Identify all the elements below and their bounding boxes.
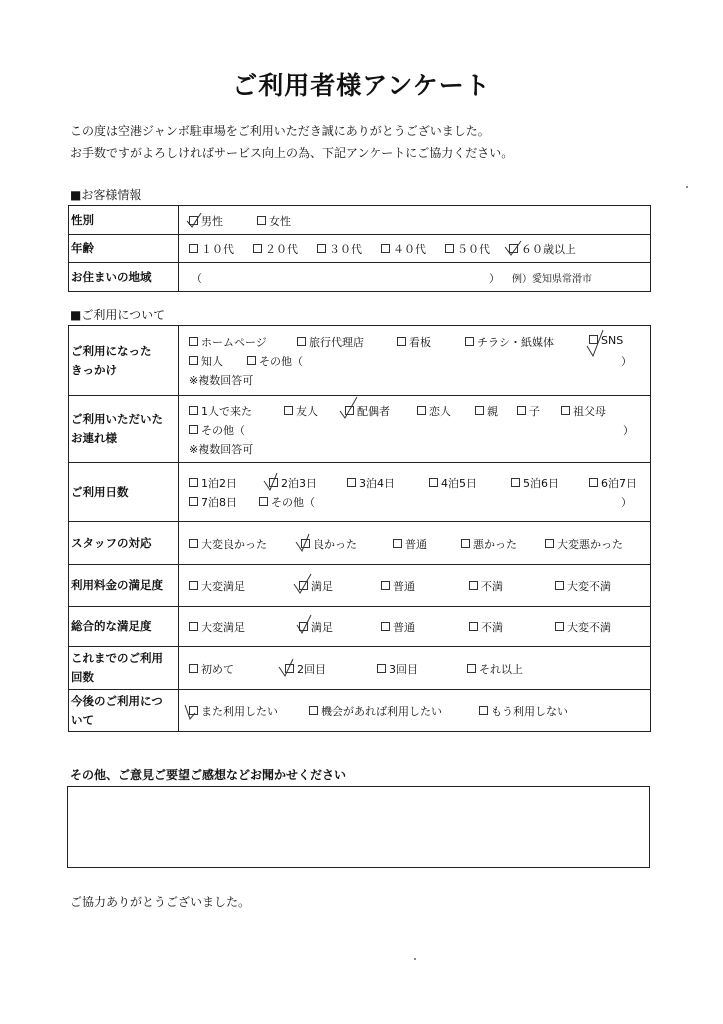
age-row	[69, 235, 651, 263]
address-close-paren: ）	[489, 271, 500, 285]
customer-info-table	[68, 205, 651, 292]
trigger-label: ご利用になった きっかけ	[69, 326, 179, 396]
days-label: ご利用日数	[69, 463, 179, 522]
address-open-paren: （	[191, 271, 202, 285]
checkbox[interactable]	[285, 664, 294, 673]
days-option-2n3d[interactable]: 2泊3日	[269, 475, 317, 491]
age-label: 年齢	[69, 235, 179, 263]
trigger-other-close-paren: ）	[621, 355, 632, 368]
intro-line-2: お手数ですがよろしければサービス向上の為、下記アンケートにご協力ください。	[70, 146, 514, 160]
days-option-7n8d[interactable]: 7泊8日	[189, 494, 237, 510]
age-option-10s[interactable]: １０代	[189, 241, 234, 257]
checkbox[interactable]	[189, 337, 198, 346]
checkbox[interactable]	[465, 337, 474, 346]
price-option-very-dissatisfied[interactable]: 大変不満	[555, 578, 611, 594]
checkbox[interactable]	[475, 406, 484, 415]
companion-label: ご利用いただいた お連れ様	[69, 396, 179, 463]
checkbox[interactable]	[257, 216, 266, 225]
checkbox[interactable]	[269, 478, 278, 487]
days-option-other[interactable]: その他（	[259, 494, 315, 510]
checkbox[interactable]	[397, 337, 406, 346]
page-title: ご利用者様アンケート	[232, 71, 491, 100]
future-label: 今後のご利用につ いて	[69, 690, 179, 732]
checkbox[interactable]	[317, 244, 326, 253]
checkbox[interactable]	[189, 622, 198, 631]
checkbox[interactable]	[189, 244, 198, 253]
checkbox[interactable]	[461, 539, 470, 548]
price-option-average[interactable]: 普通	[381, 578, 415, 594]
staff-option-very-bad[interactable]: 大変悪かった	[545, 536, 623, 552]
checkbox[interactable]	[381, 581, 390, 590]
overall-option-dissatisfied[interactable]: 不満	[469, 619, 503, 635]
checkbox[interactable]	[345, 406, 354, 415]
future-option-if-chance[interactable]: 機会があれば利用したい	[309, 703, 442, 719]
future-option-never[interactable]: もう利用しない	[479, 703, 568, 719]
checkbox[interactable]	[189, 664, 198, 673]
price-label: 利用料金の満足度	[69, 565, 179, 607]
overall-option-average[interactable]: 普通	[381, 619, 415, 635]
usage-section-heading: ■ご利用について	[70, 308, 166, 322]
customer-section-heading: ■お客様情報	[70, 188, 142, 202]
gender-option-female[interactable]: 女性	[257, 213, 291, 229]
future-option-again[interactable]: また利用したい	[189, 703, 278, 719]
checkbox[interactable]	[545, 539, 554, 548]
staff-option-good[interactable]: 良かった	[301, 536, 357, 552]
trigger-row	[69, 326, 651, 396]
checkbox[interactable]	[189, 425, 198, 434]
visits-option-more[interactable]: それ以上	[467, 661, 523, 677]
checkbox[interactable]	[189, 581, 198, 590]
checkbox[interactable]	[429, 478, 438, 487]
age-option-20s[interactable]: ２０代	[253, 241, 298, 257]
future-row	[69, 690, 651, 732]
companion-option-grandparent[interactable]: 祖父母	[561, 403, 606, 419]
price-option-dissatisfied[interactable]: 不満	[469, 578, 503, 594]
companion-note: ※複数回答可	[189, 442, 254, 456]
overall-label: 総合的な満足度	[69, 607, 179, 647]
checkbox[interactable]	[509, 244, 518, 253]
checkbox[interactable]	[479, 706, 488, 715]
address-label: お住まいの地域	[69, 263, 179, 292]
checkbox[interactable]	[259, 497, 268, 506]
checkbox[interactable]	[561, 406, 570, 415]
trigger-option-signboard[interactable]: 看板	[397, 334, 431, 350]
checkbox[interactable]	[189, 216, 198, 225]
checkbox[interactable]	[189, 706, 198, 715]
companion-option-parent[interactable]: 親	[475, 403, 498, 419]
companion-option-alone[interactable]: 1人で来た	[189, 403, 252, 419]
companion-option-child[interactable]: 子	[517, 403, 540, 419]
overall-option-very-dissatisfied[interactable]: 大変不満	[555, 619, 611, 635]
staff-option-very-good[interactable]: 大変良かった	[189, 536, 267, 552]
days-other-close-paren: ）	[621, 496, 632, 509]
visits-option-second[interactable]: 2回目	[285, 661, 326, 677]
checkbox[interactable]	[469, 581, 478, 590]
companion-option-other[interactable]: その他（	[189, 422, 245, 438]
checkbox[interactable]	[299, 581, 308, 590]
companion-other-close-paren: ）	[623, 423, 634, 437]
price-option-very-satisfied[interactable]: 大変満足	[189, 578, 245, 594]
checkbox[interactable]	[589, 478, 598, 487]
companion-row	[69, 396, 651, 463]
age-option-40s[interactable]: ４０代	[381, 241, 426, 257]
days-option-3n4d[interactable]: 3泊4日	[347, 475, 395, 491]
trigger-option-other[interactable]: その他（	[247, 353, 303, 369]
companion-option-partner[interactable]: 恋人	[417, 403, 451, 419]
trigger-note: ※複数回答可	[189, 374, 254, 387]
price-option-satisfied[interactable]: 満足	[299, 578, 333, 594]
age-option-30s[interactable]: ３０代	[317, 241, 362, 257]
scan-speck	[414, 958, 416, 960]
visits-row	[69, 647, 651, 690]
scan-speck	[686, 186, 688, 188]
checkbox[interactable]	[417, 406, 426, 415]
gender-option-male[interactable]: 男性	[189, 213, 223, 229]
checkbox[interactable]	[381, 244, 390, 253]
comments-textarea[interactable]	[67, 786, 650, 868]
visits-option-first[interactable]: 初めて	[189, 661, 234, 677]
checkbox[interactable]	[511, 478, 520, 487]
checkbox[interactable]	[467, 664, 476, 673]
days-option-4n5d[interactable]: 4泊5日	[429, 475, 477, 491]
checkbox[interactable]	[284, 406, 293, 415]
checkbox[interactable]	[381, 622, 390, 631]
staff-option-average[interactable]: 普通	[393, 536, 427, 552]
checkbox[interactable]	[309, 706, 318, 715]
checkbox[interactable]	[555, 581, 564, 590]
trigger-option-travel-agency[interactable]: 旅行代理店	[297, 334, 364, 350]
overall-option-very-satisfied[interactable]: 大変満足	[189, 619, 245, 635]
closing-message: ご協力ありがとうございました。	[70, 895, 251, 909]
address-row	[69, 263, 651, 292]
days-option-1n2d[interactable]: 1泊2日	[189, 475, 237, 491]
staff-label: スタッフの対応	[69, 522, 179, 565]
days-option-5n6d[interactable]: 5泊6日	[511, 475, 559, 491]
checkbox[interactable]	[377, 664, 386, 673]
visits-label: これまでのご利用 回数	[69, 647, 179, 690]
intro-line-1: この度は空港ジャンボ駐車場をご利用いただき誠にありがとうございました。	[70, 124, 490, 138]
checkbox[interactable]	[299, 622, 308, 631]
checkbox[interactable]	[189, 478, 198, 487]
usage-table	[68, 325, 651, 732]
checkbox[interactable]	[589, 335, 598, 344]
trigger-option-sns[interactable]: SNS	[589, 334, 623, 347]
checkbox[interactable]	[347, 478, 356, 487]
companion-option-friend[interactable]: 友人	[284, 403, 318, 419]
checkbox[interactable]	[445, 244, 454, 253]
age-option-60plus[interactable]: ６０歳以上	[509, 241, 576, 257]
price-row	[69, 565, 651, 607]
checkbox[interactable]	[517, 406, 526, 415]
staff-row	[69, 522, 651, 565]
checkbox[interactable]	[253, 244, 262, 253]
trigger-option-homepage[interactable]: ホームページ	[189, 334, 267, 350]
days-row	[69, 463, 651, 522]
checkbox[interactable]	[301, 539, 310, 548]
checkbox[interactable]	[393, 539, 402, 548]
checkbox[interactable]	[189, 406, 198, 415]
visits-option-third[interactable]: 3回目	[377, 661, 418, 677]
overall-row	[69, 607, 651, 647]
trigger-option-acquaintance[interactable]: 知人	[189, 353, 223, 369]
staff-option-bad[interactable]: 悪かった	[461, 536, 517, 552]
age-option-50s[interactable]: ５０代	[445, 241, 490, 257]
address-field[interactable]	[179, 263, 651, 292]
overall-option-satisfied[interactable]: 満足	[299, 619, 333, 635]
companion-option-spouse[interactable]: 配偶者	[345, 403, 390, 419]
gender-row	[69, 206, 651, 235]
comments-label: その他、ご意見ご要望ご感想などお聞かせください	[70, 768, 347, 782]
checkbox[interactable]	[189, 356, 198, 365]
trigger-option-flyer[interactable]: チラシ・紙媒体	[465, 334, 554, 350]
checkbox[interactable]	[555, 622, 564, 631]
checkbox[interactable]	[189, 539, 198, 548]
gender-label: 性別	[69, 206, 179, 235]
days-option-6n7d[interactable]: 6泊7日	[589, 475, 637, 491]
address-example: 例）愛知県常滑市	[512, 273, 592, 285]
checkbox[interactable]	[297, 337, 306, 346]
checkbox[interactable]	[247, 356, 256, 365]
checkbox[interactable]	[189, 497, 198, 506]
checkbox[interactable]	[469, 622, 478, 631]
